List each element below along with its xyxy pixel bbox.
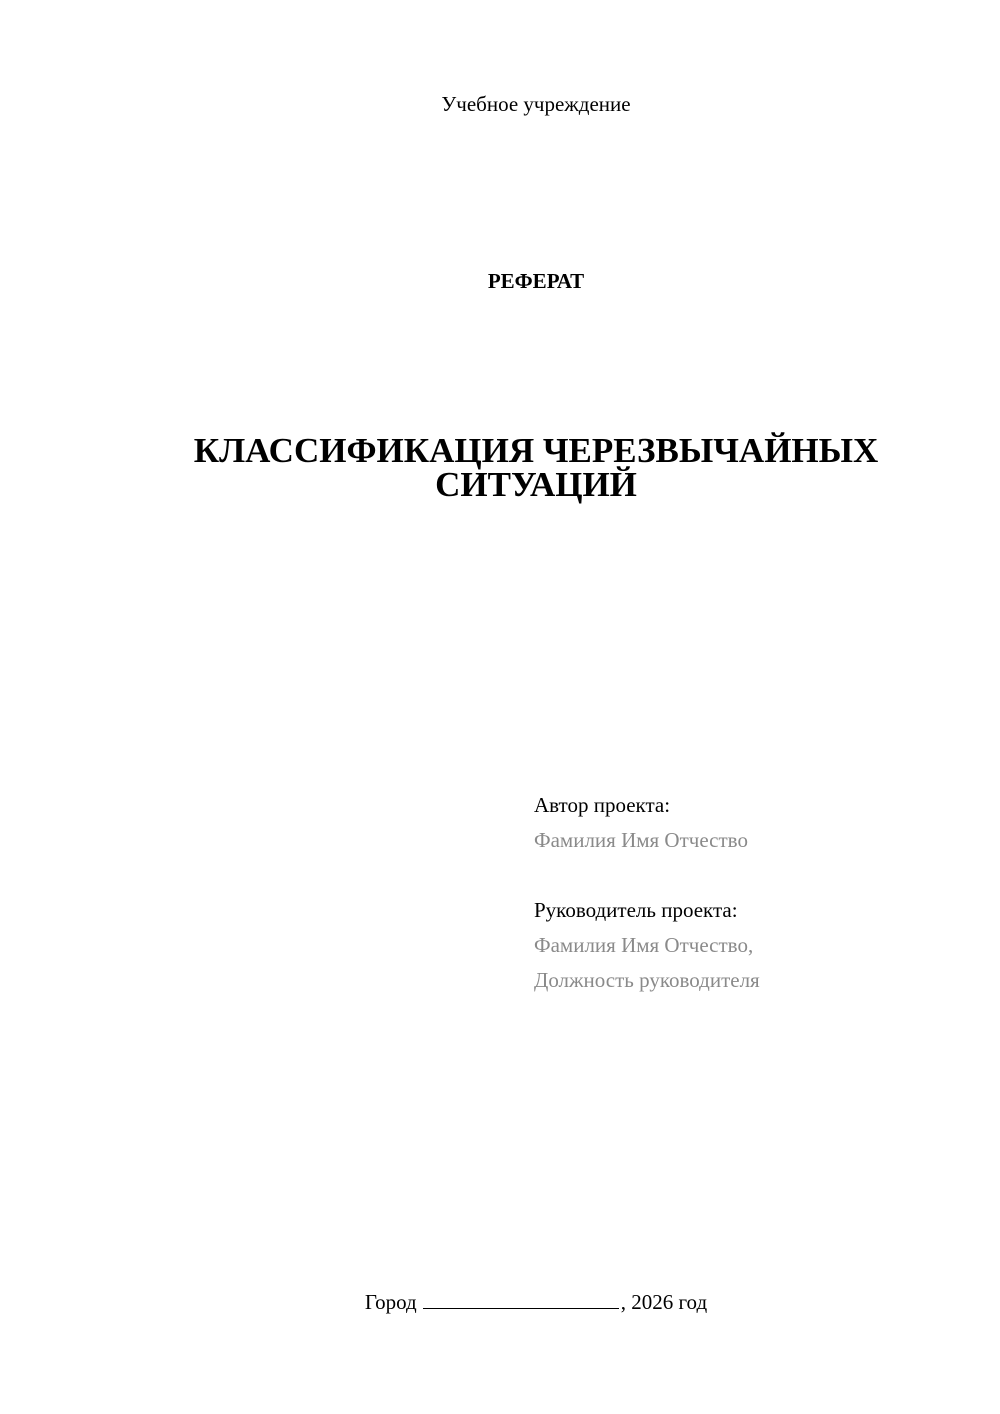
document-type: РЕФЕРАТ: [487, 269, 585, 293]
author-label: Автор проекта:: [534, 793, 671, 817]
document-title: [0, 431, 1000, 504]
city-label: Город: [364, 1290, 417, 1314]
footer-city-year: [0, 1290, 1000, 1315]
supervisor-label: Руководитель проекта:: [534, 898, 738, 922]
document-title-line-2: СИТУАЦИЙ: [435, 465, 637, 504]
institution-name: Учебное учреждение: [441, 92, 631, 116]
author-name: Фамилия Имя Отчество: [534, 828, 748, 852]
city-blank-line: [423, 1290, 619, 1309]
supervisor-position: Должность руководителя: [534, 968, 760, 992]
year-text: , 2026 год: [620, 1290, 708, 1314]
spacer: [534, 858, 760, 893]
supervisor-name: Фамилия Имя Отчество,: [534, 933, 754, 957]
document-title-line-1: КЛАССИФИКАЦИЯ ЧЕРЕЗВЫЧАЙНЫХ: [193, 431, 879, 470]
project-info-block: [534, 788, 760, 998]
